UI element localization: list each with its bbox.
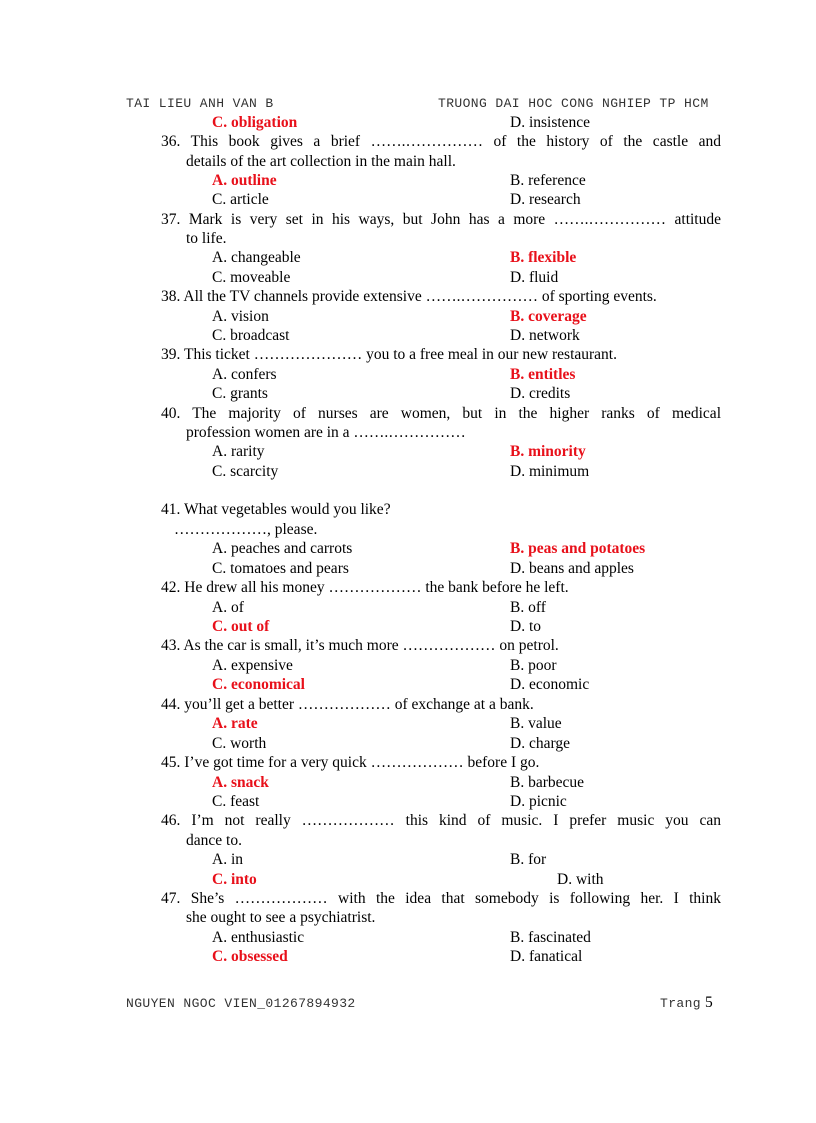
- question-40-option-b: B. minority: [510, 443, 586, 460]
- option-d: D. insistence: [510, 114, 591, 131]
- question-46-line2: dance to.: [186, 832, 242, 849]
- question-47-option-b: B. fascinated: [510, 929, 591, 946]
- question-42-option-b: B. off: [510, 599, 546, 616]
- question-37-option-c: C. moveable: [212, 269, 291, 286]
- question-40-line1: 40. The majority of nurses are women, but in the higher ranks of medical: [161, 405, 721, 422]
- question-42-option-d: D. to: [510, 618, 541, 635]
- question-43-line1: 43. As the car is small, it’s much more ……………… on petrol.: [161, 637, 559, 654]
- question-37-option-d: D. fluid: [510, 269, 559, 286]
- question-44-line1: 44. you’ll get a better ……………… of exchange at a bank.: [161, 696, 534, 713]
- question-46-option-a: A. in: [212, 851, 243, 868]
- question-45-line1: 45. I’ve got time for a very quick ……………… before I go.: [161, 754, 540, 771]
- question-46-option-c: C. into: [212, 871, 257, 888]
- question-46-option-d: D. with: [557, 871, 604, 888]
- option-c-answer: C. obligation: [212, 114, 298, 131]
- question-43-option-c: C. economical: [212, 676, 305, 693]
- question-42-option-c: C. out of: [212, 618, 270, 635]
- question-38-option-d: D. network: [510, 327, 580, 344]
- question-39-option-a: A. confers: [212, 366, 277, 383]
- question-44-option-d: D. charge: [510, 735, 570, 752]
- question-47-line1: 47. She’s ……………… with the idea that somebody is following her. I think: [161, 890, 721, 907]
- page-number-block: [660, 994, 713, 1012]
- question-38-option-b: B. coverage: [510, 308, 587, 325]
- question-40-option-c: C. scarcity: [212, 463, 279, 480]
- question-37-option-b: B. flexible: [510, 249, 577, 266]
- question-41-line1: 41. What vegetables would you like?: [161, 501, 391, 518]
- question-41-option-c: C. tomatoes and pears: [212, 560, 349, 577]
- question-46-line1: 46. I’m not really ……………… this kind of music. I prefer music you can: [161, 812, 721, 829]
- question-36-line2: details of the art collection in the main hall.: [186, 153, 456, 170]
- question-43-option-a: A. expensive: [212, 657, 293, 674]
- question-46-option-b: B. for: [510, 851, 547, 868]
- question-40-line2: profession women are in a …….……………: [186, 424, 466, 441]
- question-37-option-a: A. changeable: [212, 249, 301, 266]
- question-39-option-b: B. entitles: [510, 366, 576, 383]
- question-47-option-c: C. obsessed: [212, 948, 288, 965]
- question-40-option-a: A. rarity: [212, 443, 265, 460]
- header-left: TAI LIEU ANH VAN B: [126, 96, 274, 111]
- question-36-option-d: D. research: [510, 191, 581, 208]
- question-41-option-d: D. beans and apples: [510, 560, 634, 577]
- question-36-option-b: B. reference: [510, 172, 586, 189]
- question-37-line1: 37. Mark is very set in his ways, but John has a more …….…………… attitude: [161, 211, 721, 228]
- question-38-line1: 38. All the TV channels provide extensive …….…………… of sporting events.: [161, 288, 657, 305]
- question-44-option-a: A. rate: [212, 715, 258, 732]
- question-47-line2: she ought to see a psychiatrist.: [186, 909, 376, 926]
- question-38-option-c: C. broadcast: [212, 327, 290, 344]
- question-45-option-a: A. snack: [212, 774, 269, 791]
- question-38-option-a: A. vision: [212, 308, 269, 325]
- question-42-option-a: A. of: [212, 599, 244, 616]
- question-44-option-c: C. worth: [212, 735, 267, 752]
- question-43-option-d: D. economic: [510, 676, 590, 693]
- question-37-line2: to life.: [186, 230, 227, 247]
- question-39-option-d: D. credits: [510, 385, 571, 402]
- question-47-option-d: D. fanatical: [510, 948, 583, 965]
- question-41-line2: ………………, please.: [174, 521, 318, 538]
- header-right: TRUONG DAI HOC CONG NGHIEP TP HCM: [438, 96, 709, 111]
- question-36-option-c: C. article: [212, 191, 269, 208]
- question-42-line1: 42. He drew all his money ……………… the bank before he left.: [161, 579, 569, 596]
- footer-author: NGUYEN NGOC VIEN_01267894932: [126, 996, 356, 1011]
- question-41-option-b: B. peas and potatoes: [510, 540, 646, 557]
- question-36-line1: 36. This book gives a brief …….…………… of the history of the castle and: [161, 133, 721, 150]
- question-45-option-b: B. barbecue: [510, 774, 585, 791]
- question-36-option-a: A. outline: [212, 172, 277, 189]
- question-45-option-c: C. feast: [212, 793, 260, 810]
- question-44-option-b: B. value: [510, 715, 562, 732]
- question-39-option-c: C. grants: [212, 385, 268, 402]
- page-number: 5: [705, 994, 713, 1011]
- question-40-option-d: D. minimum: [510, 463, 590, 480]
- question-41-option-a: A. peaches and carrots: [212, 540, 353, 557]
- question-47-option-a: A. enthusiastic: [212, 929, 305, 946]
- question-43-option-b: B. poor: [510, 657, 557, 674]
- page-label: Trang: [660, 996, 702, 1011]
- question-39-line1: 39. This ticket ………………… you to a free meal in our new restaurant.: [161, 346, 617, 363]
- question-45-option-d: D. picnic: [510, 793, 567, 810]
